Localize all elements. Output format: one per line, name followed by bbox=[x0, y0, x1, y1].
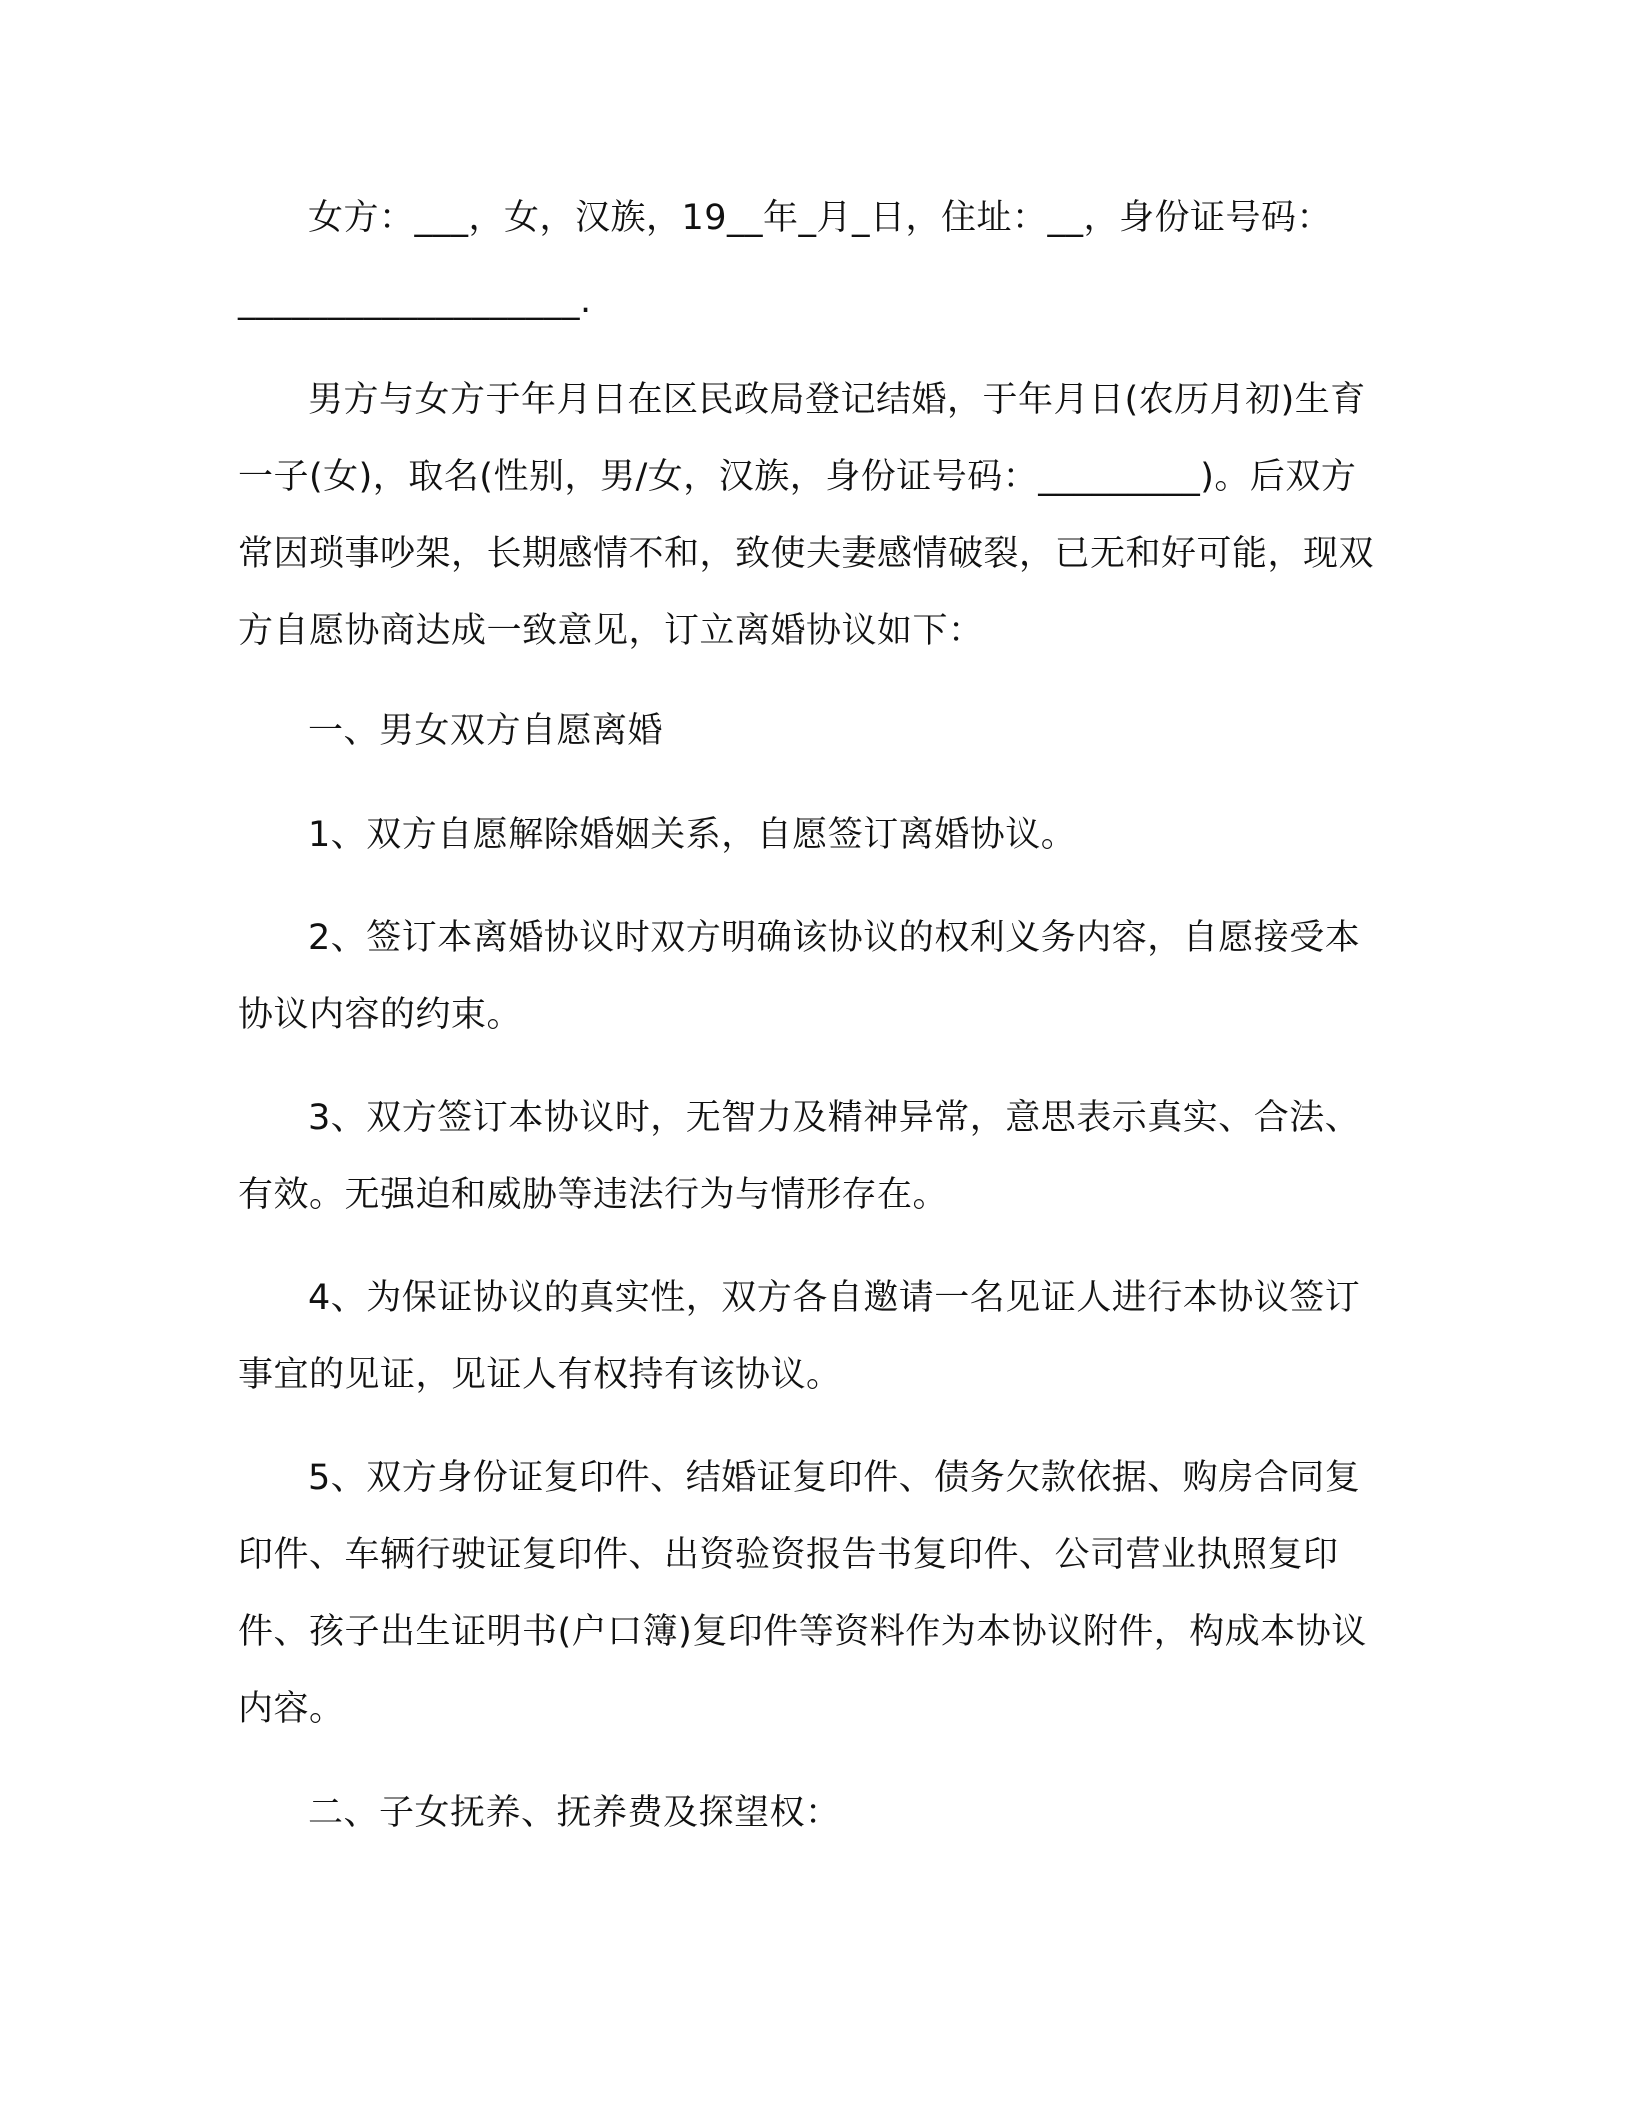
clause-4: 4、为保证协议的真实性，双方各自邀请一名见证人进行本协议签订事宜的见证，见证人有权持有该协议。 bbox=[238, 1278, 1361, 1395]
clause-1: 1、双方自愿解除婚姻关系，自愿签订离婚协议。 bbox=[308, 815, 1077, 855]
section-2-title: 二、子女抚养、抚养费及探望权： bbox=[308, 1793, 841, 1833]
clause-3: 3、双方签订本协议时，无智力及精神异常，意思表示真实、合法、有效。无强迫和威胁等违法行为与情形存在。 bbox=[238, 1098, 1361, 1215]
clause-2: 2、签订本离婚协议时双方明确该协议的权利义务内容，自愿接受本协议内容的约束。 bbox=[238, 918, 1361, 1035]
marriage-statement-paragraph: 男方与女方于年月日在区民政局登记结婚，于年月日(农历月初)生育一子(女)，取名(性别，男/女，汉族，身份证号码：_________)。后双方常因琐事吵架，长期感情不和，致使夫妻感情破裂，已无和好可能，现双方自愿协商达成一致意见，订立离婚协议如下： bbox=[238, 380, 1375, 651]
female-id-number-blank: ___________________. bbox=[238, 281, 592, 321]
section-1-title: 一、男女双方自愿离婚 bbox=[308, 711, 664, 751]
clause-5: 5、双方身份证复印件、结婚证复印件、债务欠款依据、购房合同复印件、车辆行驶证复印件、出资验资报告书复印件、公司营业执照复印件、孩子出生证明书(户口簿)复印件等资料作为本协议附件，构成本协议内容。 bbox=[238, 1458, 1367, 1729]
female-party-info: 女方：___，女，汉族，19__年_月_日，住址：__，身份证号码： bbox=[308, 198, 1333, 238]
